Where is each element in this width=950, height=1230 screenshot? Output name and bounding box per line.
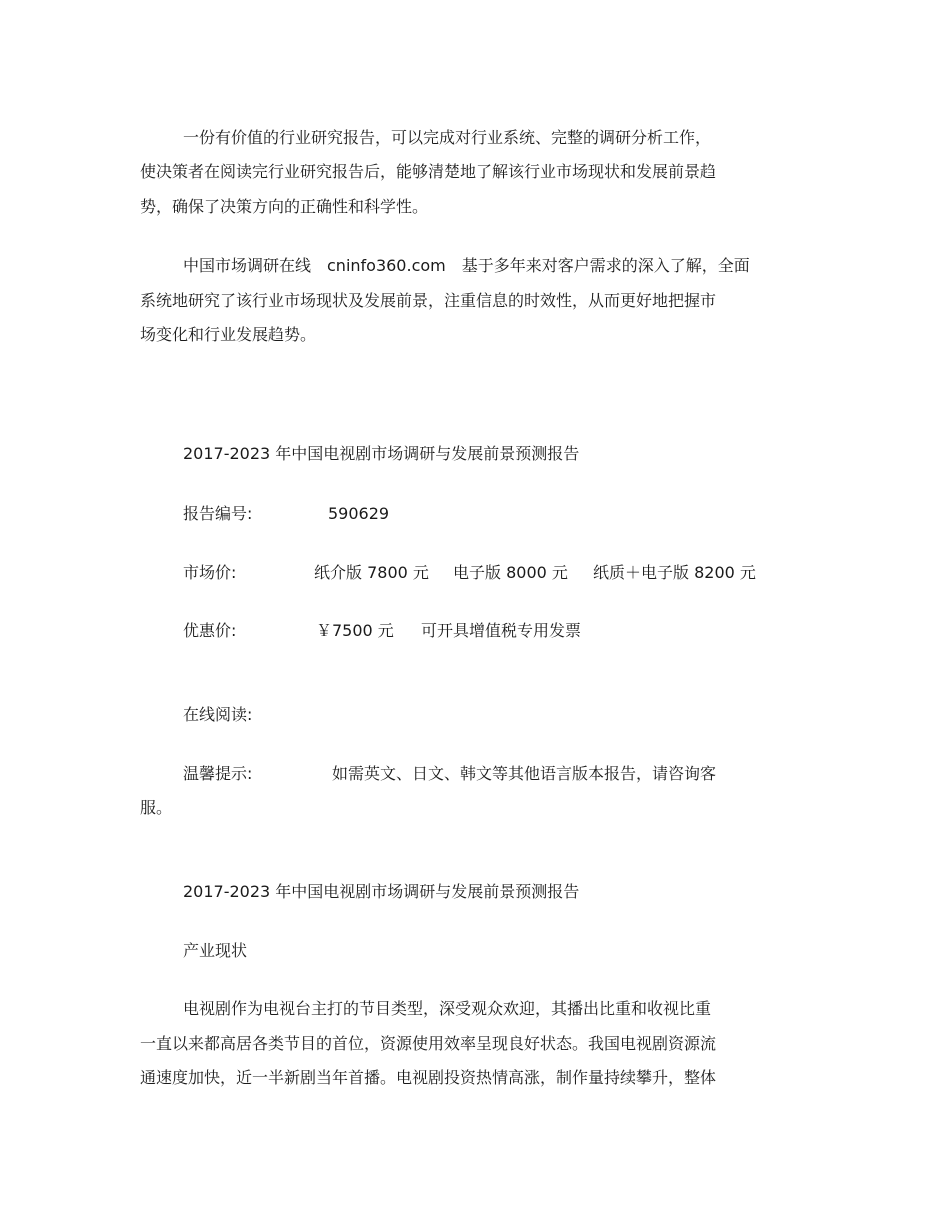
tip-text-line-1: 如需英文、日文、韩文等其他语言版本报告，请咨询客	[332, 764, 717, 783]
tip-text-line-2: 服。	[140, 798, 173, 817]
body-paragraph-line-3: 通速度加快，近一半新剧当年首播。电视剧投资热情高涨，制作量持续攀升，整体	[140, 1068, 717, 1087]
price-electronic: 电子版 8000 元	[453, 563, 568, 582]
section-title: 2017-2023 年中国电视剧市场调研与发展前景预测报告	[183, 882, 580, 901]
intro-paragraph-1-line-3: 势，确保了决策方向的正确性和科学性。	[140, 197, 429, 216]
intro-paragraph-1-line-2: 使决策者在阅读完行业研究报告后，能够清楚地了解该行业市场现状和发展前景趋	[140, 162, 717, 181]
section-heading-industry-status: 产业现状	[183, 941, 248, 960]
report-title: 2017-2023 年中国电视剧市场调研与发展前景预测报告	[183, 444, 580, 463]
intro-paragraph-2-line-2: 系统地研究了该行业市场现状及发展前景，注重信息的时效性，从而更好地把握市	[140, 291, 717, 310]
invoice-note: 可开具增值税专用发票	[421, 621, 582, 640]
intro-paragraph-2-line-3: 场变化和行业发展趋势。	[140, 325, 317, 344]
intro-paragraph-2-line-1: 中国市场调研在线 cninfo360.com 基于多年来对客户需求的深入了解，全面	[183, 256, 750, 275]
intro-paragraph-1-line-1: 一份有价值的行业研究报告，可以完成对行业系统、完整的调研分析工作，	[183, 128, 712, 147]
discount-price-value: ￥7500 元	[316, 621, 394, 640]
price-paper: 纸介版 7800 元	[314, 563, 429, 582]
market-price-label: 市场价:	[183, 563, 237, 582]
discount-price-label: 优惠价:	[183, 621, 237, 640]
body-paragraph-line-1: 电视剧作为电视台主打的节目类型，深受观众欢迎，其播出比重和收视比重	[183, 999, 712, 1018]
body-paragraph-line-2: 一直以来都高居各类节目的首位，资源使用效率呈现良好状态。我国电视剧资源流	[140, 1034, 717, 1053]
report-number-value: 590629	[328, 504, 390, 523]
price-paper-and-electronic: 纸质＋电子版 8200 元	[593, 563, 756, 582]
report-number-label: 报告编号:	[183, 504, 253, 523]
tip-label: 温馨提示:	[183, 764, 253, 783]
online-reading-label: 在线阅读:	[183, 705, 253, 724]
